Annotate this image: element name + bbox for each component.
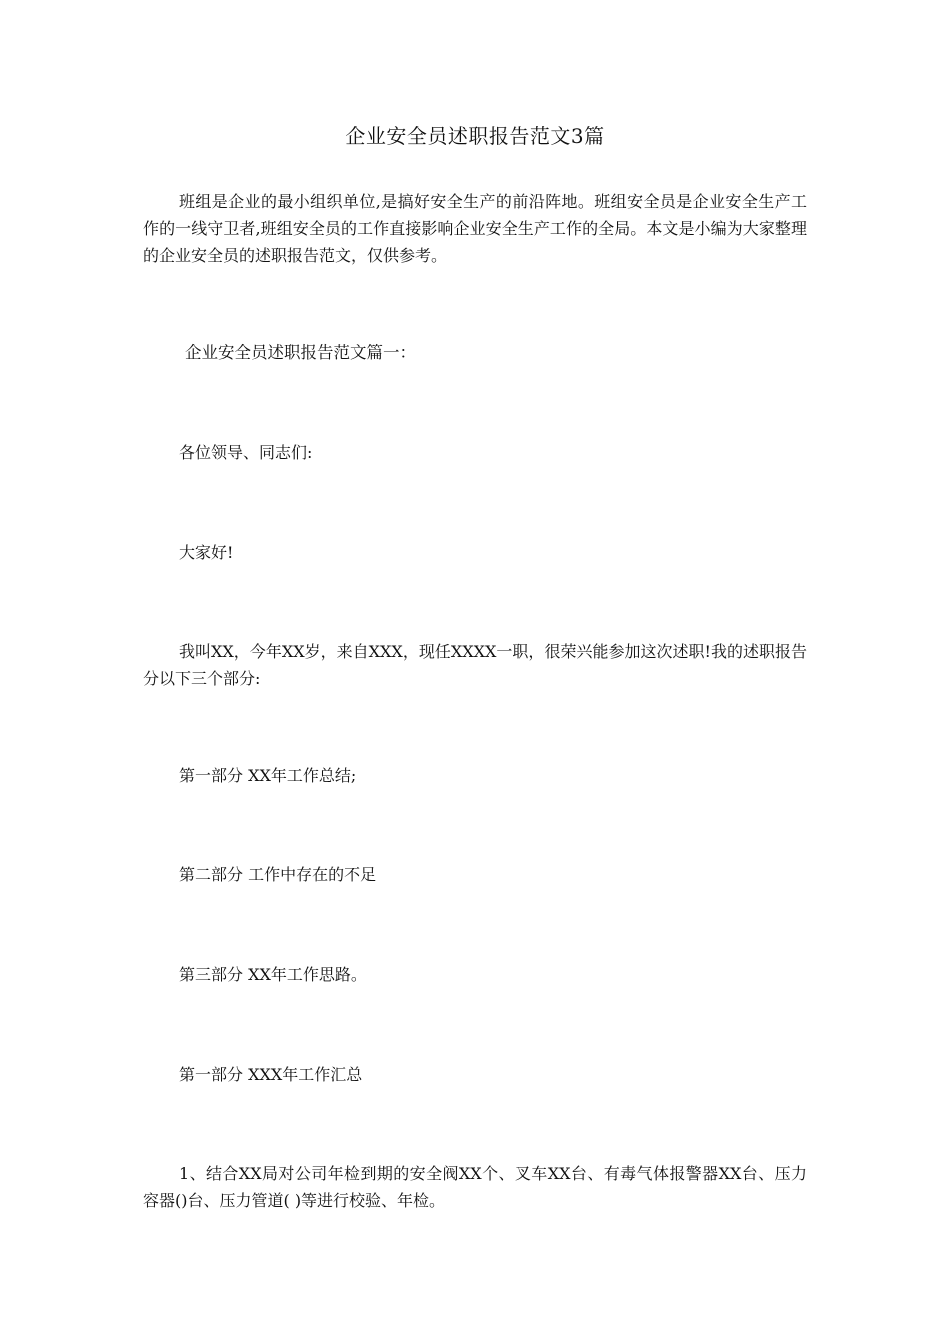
part1-line: 第一部分 XX年工作总结; — [179, 766, 357, 785]
section-title: 企业安全员述职报告范文篇一： — [185, 343, 416, 362]
hello-line: 大家好! — [179, 543, 234, 562]
part2-line: 第二部分 工作中存在的不足 — [179, 865, 377, 884]
self-intro-paragraph: 我叫XX，今年XX岁，来自XXX，现任XXXX一职，很荣兴能参加这次述职!我的述职报告分以下三个部分: — [143, 642, 807, 688]
intro-paragraph: 班组是企业的最小组织单位,是搞好安全生产的前沿阵地。班组安全员是企业安全生产工作的一线守卫者,班组安全员的工作直接影响企业安全生产工作的全局。本文是小编为大家整理的企业安全员的述职报告范文，仅供参考。 — [143, 192, 807, 265]
part3-line: 第三部分 XX年工作思路。 — [179, 965, 367, 984]
greeting-line: 各位领导、同志们: — [179, 443, 313, 462]
item1-paragraph: 1、结合XX局对公司年检到期的安全阀XX个、叉车XX台、有毒气体报警器XX台、压力容器()台、压力管道( )等进行校验、年检。 — [143, 1164, 807, 1210]
part1-heading: 第一部分 XXX年工作汇总 — [179, 1065, 363, 1084]
document-title: 企业安全员述职报告范文3篇 — [345, 124, 605, 148]
